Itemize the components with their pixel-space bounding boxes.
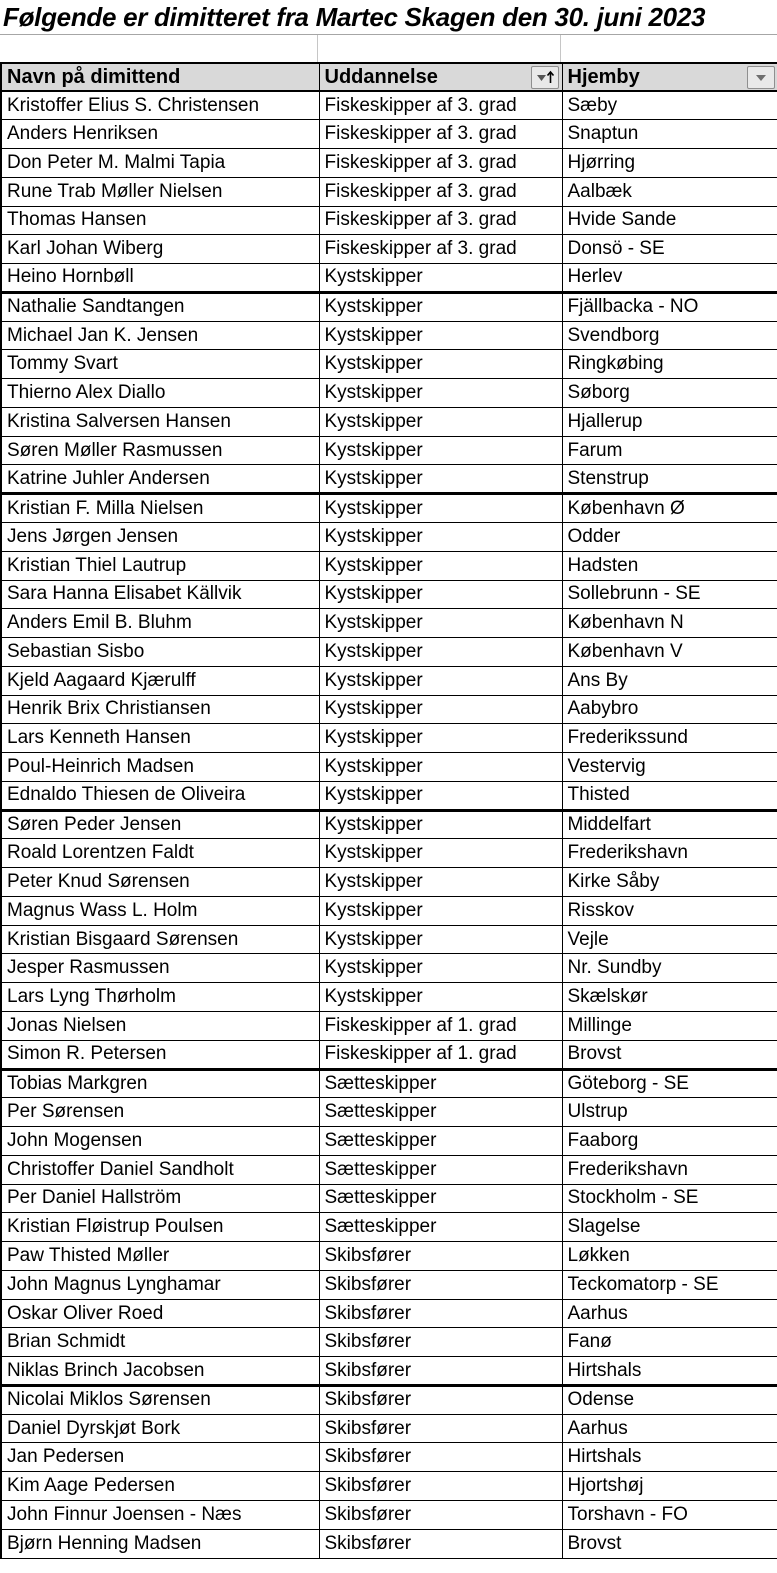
cell-education[interactable]: Kystskipper bbox=[319, 551, 562, 580]
cell-name[interactable]: Kristian Bisgaard Sørensen bbox=[1, 925, 319, 954]
cell-name[interactable]: Anders Henriksen bbox=[1, 120, 319, 149]
cell-hometown[interactable]: Torshavn - FO bbox=[562, 1501, 777, 1530]
table-row bbox=[1, 954, 777, 983]
table-row bbox=[1, 1242, 777, 1271]
cell-hometown[interactable]: Middelfart bbox=[562, 810, 777, 839]
table-row bbox=[1, 839, 777, 868]
table-body bbox=[1, 91, 777, 1558]
cell-hometown[interactable]: Hirtshals bbox=[562, 1443, 777, 1472]
hometown-filter-button[interactable] bbox=[747, 66, 775, 89]
table-row bbox=[1, 1184, 777, 1213]
cell-name[interactable]: Lars Lyng Thørholm bbox=[1, 983, 319, 1012]
column-header-education[interactable] bbox=[319, 63, 562, 91]
table-row bbox=[1, 638, 777, 667]
cell-name[interactable]: Katrine Juhler Andersen bbox=[1, 465, 319, 494]
empty-cell[interactable] bbox=[318, 35, 561, 62]
education-filter-button[interactable] bbox=[531, 66, 559, 89]
cell-name[interactable]: Søren Peder Jensen bbox=[1, 810, 319, 839]
cell-education[interactable]: Kystskipper bbox=[319, 321, 562, 350]
cell-hometown[interactable]: Teckomatorp - SE bbox=[562, 1270, 777, 1299]
cell-education[interactable]: Sætteskipper bbox=[319, 1127, 562, 1156]
cell-name[interactable]: Kristoffer Elius S. Christensen bbox=[1, 91, 319, 120]
table-row bbox=[1, 91, 777, 120]
column-header-name[interactable] bbox=[1, 63, 319, 91]
table-row bbox=[1, 1501, 777, 1530]
table-row bbox=[1, 264, 777, 293]
cell-name[interactable]: Jesper Rasmussen bbox=[1, 954, 319, 983]
table-row bbox=[1, 695, 777, 724]
cell-education[interactable]: Skibsfører bbox=[319, 1385, 562, 1414]
cell-hometown[interactable]: Snaptun bbox=[562, 120, 777, 149]
cell-name[interactable]: Poul-Heinrich Madsen bbox=[1, 753, 319, 782]
cell-name[interactable]: John Finnur Joensen - Næs bbox=[1, 1501, 319, 1530]
cell-hometown[interactable]: Millinge bbox=[562, 1012, 777, 1041]
cell-education[interactable]: Skibsfører bbox=[319, 1270, 562, 1299]
cell-education[interactable]: Skibsfører bbox=[319, 1328, 562, 1357]
cell-name[interactable]: Magnus Wass L. Holm bbox=[1, 896, 319, 925]
table-row bbox=[1, 465, 777, 494]
cell-name[interactable]: Søren Møller Rasmussen bbox=[1, 436, 319, 465]
table-row bbox=[1, 1472, 777, 1501]
cell-education[interactable]: Skibsfører bbox=[319, 1529, 562, 1558]
cell-education[interactable]: Kystskipper bbox=[319, 522, 562, 551]
cell-name[interactable]: John Mogensen bbox=[1, 1127, 319, 1156]
table-row bbox=[1, 1328, 777, 1357]
table-row bbox=[1, 1299, 777, 1328]
cell-hometown[interactable]: Aarhus bbox=[562, 1414, 777, 1443]
cell-hometown[interactable]: Sollebrunn - SE bbox=[562, 580, 777, 609]
sort-ascending-filter-icon bbox=[535, 70, 555, 85]
cell-education[interactable]: Kystskipper bbox=[319, 781, 562, 810]
cell-hometown[interactable]: Odense bbox=[562, 1385, 777, 1414]
cell-education[interactable]: Skibsfører bbox=[319, 1299, 562, 1328]
table-row bbox=[1, 1443, 777, 1472]
cell-hometown[interactable]: Aarhus bbox=[562, 1299, 777, 1328]
cell-education[interactable]: Skibsfører bbox=[319, 1501, 562, 1530]
table-row bbox=[1, 1127, 777, 1156]
cell-hometown[interactable]: Ans By bbox=[562, 666, 777, 695]
cell-hometown[interactable]: Frederikssund bbox=[562, 724, 777, 753]
cell-name[interactable]: Thomas Hansen bbox=[1, 206, 319, 235]
cell-education[interactable]: Fiskeskipper af 3. grad bbox=[319, 91, 562, 120]
graduates-table bbox=[0, 62, 777, 1559]
table-row bbox=[1, 925, 777, 954]
cell-hometown[interactable]: Ringkøbing bbox=[562, 350, 777, 379]
table-row bbox=[1, 983, 777, 1012]
cell-education[interactable]: Kystskipper bbox=[319, 580, 562, 609]
cell-name[interactable]: Brian Schmidt bbox=[1, 1328, 319, 1357]
table-row bbox=[1, 120, 777, 149]
cell-name[interactable]: Michael Jan K. Jensen bbox=[1, 321, 319, 350]
table-row bbox=[1, 1385, 777, 1414]
cell-education[interactable]: Fiskeskipper af 3. grad bbox=[319, 206, 562, 235]
table-row bbox=[1, 177, 777, 206]
cell-name[interactable]: Kristian Fløistrup Poulsen bbox=[1, 1213, 319, 1242]
empty-cell[interactable] bbox=[0, 35, 318, 62]
table-row bbox=[1, 522, 777, 551]
cell-education[interactable]: Fiskeskipper af 3. grad bbox=[319, 177, 562, 206]
cell-education[interactable]: Kystskipper bbox=[319, 983, 562, 1012]
cell-education[interactable]: Skibsfører bbox=[319, 1472, 562, 1501]
cell-name[interactable]: Per Daniel Hallström bbox=[1, 1184, 319, 1213]
cell-name[interactable]: Kristina Salversen Hansen bbox=[1, 407, 319, 436]
table-row bbox=[1, 1529, 777, 1558]
cell-hometown[interactable]: Hjørring bbox=[562, 149, 777, 178]
cell-education[interactable]: Kystskipper bbox=[319, 292, 562, 321]
table-row bbox=[1, 436, 777, 465]
cell-education[interactable]: Kystskipper bbox=[319, 264, 562, 293]
cell-name[interactable]: Jonas Nielsen bbox=[1, 1012, 319, 1041]
cell-education[interactable]: Fiskeskipper af 1. grad bbox=[319, 1040, 562, 1069]
cell-education[interactable]: Kystskipper bbox=[319, 954, 562, 983]
table-row bbox=[1, 810, 777, 839]
cell-hometown[interactable]: Løkken bbox=[562, 1242, 777, 1271]
cell-education[interactable]: Kystskipper bbox=[319, 896, 562, 925]
table-row bbox=[1, 149, 777, 178]
cell-hometown[interactable]: Herlev bbox=[562, 264, 777, 293]
cell-hometown[interactable]: Ulstrup bbox=[562, 1098, 777, 1127]
table-row bbox=[1, 666, 777, 695]
cell-name[interactable]: Kjeld Aagaard Kjærulff bbox=[1, 666, 319, 695]
cell-name[interactable]: Tommy Svart bbox=[1, 350, 319, 379]
cell-hometown[interactable]: Frederikshavn bbox=[562, 839, 777, 868]
cell-hometown[interactable]: Vejle bbox=[562, 925, 777, 954]
cell-education[interactable]: Sætteskipper bbox=[319, 1213, 562, 1242]
table-row bbox=[1, 1357, 777, 1386]
cell-hometown[interactable]: Fjällbacka - NO bbox=[562, 292, 777, 321]
table-row bbox=[1, 609, 777, 638]
cell-education[interactable]: Skibsfører bbox=[319, 1357, 562, 1386]
table-row bbox=[1, 494, 777, 523]
cell-hometown[interactable]: Fanø bbox=[562, 1328, 777, 1357]
cell-name[interactable]: Kristian F. Milla Nielsen bbox=[1, 494, 319, 523]
table-row bbox=[1, 1270, 777, 1299]
cell-name[interactable]: Oskar Oliver Roed bbox=[1, 1299, 319, 1328]
table-row bbox=[1, 753, 777, 782]
table-row bbox=[1, 868, 777, 897]
cell-name[interactable]: Christoffer Daniel Sandholt bbox=[1, 1155, 319, 1184]
table-row bbox=[1, 235, 777, 264]
table-row bbox=[1, 350, 777, 379]
cell-hometown[interactable]: Stockholm - SE bbox=[562, 1184, 777, 1213]
cell-hometown[interactable]: Faaborg bbox=[562, 1127, 777, 1156]
cell-education[interactable]: Skibsfører bbox=[319, 1443, 562, 1472]
filter-dropdown-icon bbox=[751, 70, 771, 85]
cell-name[interactable]: Lars Kenneth Hansen bbox=[1, 724, 319, 753]
cell-education[interactable]: Kystskipper bbox=[319, 666, 562, 695]
cell-education[interactable]: Fiskeskipper af 3. grad bbox=[319, 120, 562, 149]
cell-hometown[interactable]: Farum bbox=[562, 436, 777, 465]
cell-hometown[interactable]: Göteborg - SE bbox=[562, 1069, 777, 1098]
cell-education[interactable]: Kystskipper bbox=[319, 724, 562, 753]
cell-name[interactable]: Nathalie Sandtangen bbox=[1, 292, 319, 321]
cell-name[interactable]: Roald Lorentzen Faldt bbox=[1, 839, 319, 868]
cell-name[interactable]: Nicolai Miklos Sørensen bbox=[1, 1385, 319, 1414]
cell-hometown[interactable]: Risskov bbox=[562, 896, 777, 925]
cell-hometown[interactable]: Odder bbox=[562, 522, 777, 551]
cell-hometown[interactable]: Brovst bbox=[562, 1529, 777, 1558]
cell-hometown[interactable]: Søborg bbox=[562, 379, 777, 408]
empty-cell[interactable] bbox=[561, 35, 777, 62]
cell-education[interactable]: Fiskeskipper af 3. grad bbox=[319, 235, 562, 264]
column-header-hometown[interactable] bbox=[562, 63, 777, 91]
cell-education[interactable]: Sætteskipper bbox=[319, 1184, 562, 1213]
cell-hometown[interactable]: Thisted bbox=[562, 781, 777, 810]
cell-name[interactable]: Ednaldo Thiesen de Oliveira bbox=[1, 781, 319, 810]
cell-hometown[interactable]: Aabybro bbox=[562, 695, 777, 724]
cell-hometown[interactable]: Frederikshavn bbox=[562, 1155, 777, 1184]
cell-education[interactable]: Kystskipper bbox=[319, 695, 562, 724]
header-row bbox=[1, 63, 777, 91]
cell-hometown[interactable]: Hadsten bbox=[562, 551, 777, 580]
cell-hometown[interactable]: Vestervig bbox=[562, 753, 777, 782]
table-row bbox=[1, 1213, 777, 1242]
table-row bbox=[1, 1414, 777, 1443]
cell-education[interactable]: Kystskipper bbox=[319, 753, 562, 782]
cell-education[interactable]: Skibsfører bbox=[319, 1242, 562, 1271]
cell-name[interactable]: Henrik Brix Christiansen bbox=[1, 695, 319, 724]
table-row bbox=[1, 1012, 777, 1041]
cell-education[interactable]: Kystskipper bbox=[319, 810, 562, 839]
cell-name[interactable]: Daniel Dyrskjøt Bork bbox=[1, 1414, 319, 1443]
page-title: Følgende er dimitteret fra Martec Skagen den 30. juni 2023 bbox=[0, 0, 777, 35]
cell-name[interactable]: Sara Hanna Elisabet Källvik bbox=[1, 580, 319, 609]
cell-education[interactable]: Sætteskipper bbox=[319, 1155, 562, 1184]
cell-name[interactable]: Kristian Thiel Lautrup bbox=[1, 551, 319, 580]
cell-name[interactable]: Jan Pedersen bbox=[1, 1443, 319, 1472]
table-row bbox=[1, 1155, 777, 1184]
empty-row bbox=[0, 35, 777, 62]
cell-name[interactable]: Anders Emil B. Bluhm bbox=[1, 609, 319, 638]
cell-hometown[interactable]: Aalbæk bbox=[562, 177, 777, 206]
cell-name[interactable]: Heino Hornbøll bbox=[1, 264, 319, 293]
cell-name[interactable]: Don Peter M. Malmi Tapia bbox=[1, 149, 319, 178]
cell-name[interactable]: Per Sørensen bbox=[1, 1098, 319, 1127]
column-header-label: Navn på dimittend bbox=[7, 65, 181, 88]
table-row bbox=[1, 407, 777, 436]
cell-hometown[interactable]: Sæby bbox=[562, 91, 777, 120]
cell-name[interactable]: Sebastian Sisbo bbox=[1, 638, 319, 667]
cell-hometown[interactable]: Hvide Sande bbox=[562, 206, 777, 235]
table-row bbox=[1, 1098, 777, 1127]
cell-education[interactable]: Sætteskipper bbox=[319, 1098, 562, 1127]
table-row bbox=[1, 1069, 777, 1098]
cell-education[interactable]: Kystskipper bbox=[319, 925, 562, 954]
cell-education[interactable]: Kystskipper bbox=[319, 638, 562, 667]
table-row bbox=[1, 724, 777, 753]
table-row bbox=[1, 1040, 777, 1069]
cell-education[interactable]: Kystskipper bbox=[319, 494, 562, 523]
cell-hometown[interactable]: Hjallerup bbox=[562, 407, 777, 436]
cell-education[interactable]: Fiskeskipper af 3. grad bbox=[319, 149, 562, 178]
cell-hometown[interactable]: Kirke Såby bbox=[562, 868, 777, 897]
cell-education[interactable]: Kystskipper bbox=[319, 436, 562, 465]
cell-education[interactable]: Skibsfører bbox=[319, 1414, 562, 1443]
cell-hometown[interactable]: Nr. Sundby bbox=[562, 954, 777, 983]
cell-hometown[interactable]: Slagelse bbox=[562, 1213, 777, 1242]
cell-education[interactable]: Kystskipper bbox=[319, 609, 562, 638]
cell-hometown[interactable]: Brovst bbox=[562, 1040, 777, 1069]
cell-name[interactable]: Bjørn Henning Madsen bbox=[1, 1529, 319, 1558]
table-row bbox=[1, 379, 777, 408]
table-row bbox=[1, 551, 777, 580]
table-row bbox=[1, 781, 777, 810]
table-row bbox=[1, 206, 777, 235]
column-header-label: Hjemby bbox=[567, 65, 640, 88]
cell-name[interactable]: Jens Jørgen Jensen bbox=[1, 522, 319, 551]
cell-name[interactable]: Peter Knud Sørensen bbox=[1, 868, 319, 897]
cell-name[interactable]: Paw Thisted Møller bbox=[1, 1242, 319, 1271]
cell-hometown[interactable]: København V bbox=[562, 638, 777, 667]
cell-education[interactable]: Kystskipper bbox=[319, 839, 562, 868]
cell-name[interactable]: Kim Aage Pedersen bbox=[1, 1472, 319, 1501]
cell-education[interactable]: Kystskipper bbox=[319, 350, 562, 379]
cell-name[interactable]: Rune Trab Møller Nielsen bbox=[1, 177, 319, 206]
cell-education[interactable]: Fiskeskipper af 1. grad bbox=[319, 1012, 562, 1041]
cell-name[interactable]: Tobias Markgren bbox=[1, 1069, 319, 1098]
cell-education[interactable]: Kystskipper bbox=[319, 465, 562, 494]
cell-education[interactable]: Kystskipper bbox=[319, 407, 562, 436]
table-row bbox=[1, 292, 777, 321]
cell-name[interactable]: John Magnus Lynghamar bbox=[1, 1270, 319, 1299]
column-header-label: Uddannelse bbox=[324, 65, 438, 88]
cell-name[interactable]: Simon R. Petersen bbox=[1, 1040, 319, 1069]
cell-education[interactable]: Kystskipper bbox=[319, 868, 562, 897]
cell-hometown[interactable]: Hirtshals bbox=[562, 1357, 777, 1386]
cell-hometown[interactable]: København N bbox=[562, 609, 777, 638]
cell-hometown[interactable]: Skælskør bbox=[562, 983, 777, 1012]
cell-hometown[interactable]: København Ø bbox=[562, 494, 777, 523]
table-row bbox=[1, 321, 777, 350]
cell-hometown[interactable]: Stenstrup bbox=[562, 465, 777, 494]
cell-hometown[interactable]: Donsö - SE bbox=[562, 235, 777, 264]
cell-name[interactable]: Thierno Alex Diallo bbox=[1, 379, 319, 408]
cell-education[interactable]: Kystskipper bbox=[319, 379, 562, 408]
cell-name[interactable]: Niklas Brinch Jacobsen bbox=[1, 1357, 319, 1386]
cell-hometown[interactable]: Svendborg bbox=[562, 321, 777, 350]
cell-name[interactable]: Karl Johan Wiberg bbox=[1, 235, 319, 264]
table-row bbox=[1, 580, 777, 609]
cell-education[interactable]: Sætteskipper bbox=[319, 1069, 562, 1098]
cell-hometown[interactable]: Hjortshøj bbox=[562, 1472, 777, 1501]
table-row bbox=[1, 896, 777, 925]
